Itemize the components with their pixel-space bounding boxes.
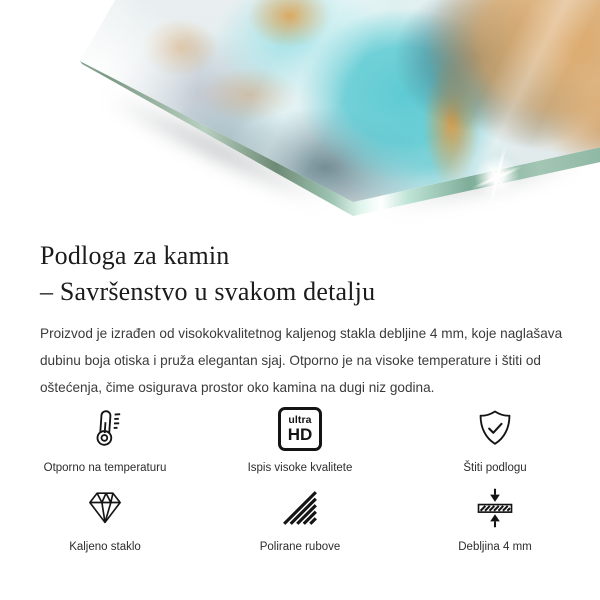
shield-check-icon [473, 407, 517, 451]
feature-grid [20, 407, 600, 553]
feature-protects [463, 407, 526, 474]
feature-temperature [44, 407, 167, 474]
feature-label: Otporno na temperaturu [43, 462, 167, 474]
feature-label: Štiti podlogu [463, 462, 527, 474]
ultra-hd-badge-main: HD [287, 425, 313, 445]
feature-label: Kaljeno staklo [69, 541, 141, 553]
thickness-icon [473, 486, 517, 530]
page-title-line1: Podloga za kamin [40, 241, 230, 270]
product-description: Proizvod je izrađen od visokokvalitetnog kaljenog stakla debljine 4 mm, koje naglašava dubinu boja otiska i pruža elegantan sjaj. Otporno je na visoke temperature i štiti od oštećenja, čime osigurava prostor oko kamina na dugi niz godina. [40, 326, 563, 395]
feature-label: Debljina 4 mm [458, 541, 532, 553]
page-title [40, 238, 600, 310]
ultra-hd-badge-top: ultra [288, 413, 312, 426]
feature-thickness [458, 486, 532, 553]
thermometer-icon [83, 407, 127, 451]
product-image [0, 0, 600, 232]
feature-label: Ispis visoke kvalitete [247, 462, 353, 474]
polished-edge-icon [278, 486, 322, 530]
feature-print-quality [248, 407, 353, 474]
ultra-hd-icon [278, 407, 322, 451]
feature-label: Polirane rubove [259, 541, 341, 553]
page-title-line2: – Savršenstvo u svakom detalju [40, 277, 376, 306]
feature-polished-edges [260, 486, 341, 553]
product-info-section [0, 238, 600, 553]
feature-tempered-glass [69, 486, 141, 553]
diamond-icon [83, 486, 127, 530]
